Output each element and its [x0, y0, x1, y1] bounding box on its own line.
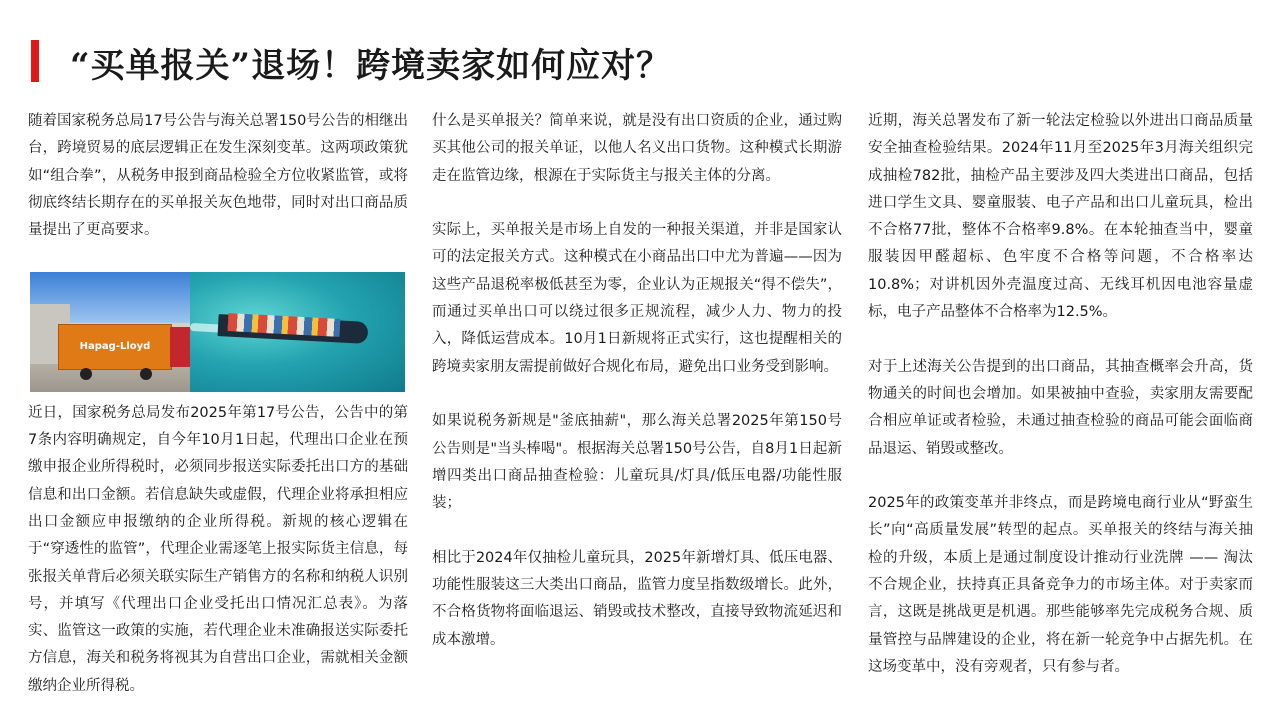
truck-cab [170, 327, 190, 367]
background-paragraph: 实际上，买单报关是市场上自发的一种报关渠道，并非是国家认可的法定报关方式。这种模式在小商品出口中尤为普遍——因为这些产品退税率极低甚至为零，企业认为正规报关“得不偿失”，而通过买单出口可以绕过很多正规流程，减少人力、物力的投入，降低运营成本。10月1日新规将正式实行，这也提醒相关的跨境卖家朋友需提前做好合规化布局，避免出口业务受到影响。 [432, 222, 842, 375]
conclusion-paragraph: 2025年的政策变革并非终点，而是跨境电商行业从“野蛮生长”向“高质量发展”转型的起点。买单报关的终结与海关抽检的升级，本质上是通过制度设计推动行业洗牌 —— 淘汰不合规企业，扶持真正具备竞争力的市场主体。对于卖家而言，这既是挑战更是机遇。那些能够率先完成税务合规、质量管控与品牌建设的企业，将在新一轮竞争中占据先机。在这场变革中，没有旁观者，只有参与者。 [868, 495, 1253, 675]
column-2 [432, 108, 842, 681]
impact-paragraph: 对于上述海关公告提到的出口商品，其抽查概率会升高，货物通关的时间也会增加。如果被抽中查验，卖家朋友需要配合相应单证或者检验，未通过抽查检验的商品可能会面临商品退运、销毁或整改。 [868, 358, 1253, 457]
container-truck-photo [30, 272, 190, 392]
tax-notice-paragraph: 近日，国家税务总局发布2025年第17号公告，公告中的第7条内容明确规定，自今年10月1日起，代理出口企业在预缴申报企业所得税时，必须同步报送实际委托出口方的基础信息和出口金额。若信息缺失或虚假，代理企业将承担相应出口金额应申报缴纳的企业所得税。新规的核心逻辑在于“穿透性的监管”，代理企业需逐笔上报实际货主信息，每张报关单背后必须关联实际生产销售方的名称和纳税人识别号，并填写《代理出口企业受托出口情况汇总表》。为落实、监管这一政策的实施，若代理企业未准确报送实际委托方信息，海关和税务将视其为自营出口企业，需就相关金额缴纳企业所得税。 [28, 404, 408, 694]
definition-paragraph: 什么是买单报关？简单来说，就是没有出口资质的企业，通过购买其他公司的报关单证，以他人名义出口货物。这种模式长期游走在监管边缘，根源在于实际货主与报关主体的分离。 [432, 113, 842, 184]
truck-wheel [80, 368, 92, 380]
shipping-container [58, 324, 172, 370]
article-title: “买单报关”退场！跨境卖家如何应对？ [70, 46, 672, 86]
container-logo-text: Hapag-Lloyd [79, 340, 151, 352]
title-accent-bar [31, 40, 39, 82]
column-3 [868, 108, 1253, 709]
customs-notice-paragraph: 如果说税务新规是"釜底抽薪"，那么海关总署2025年第150号公告则是"当头棒喝"。根据海关总署150号公告，自8月1日起新增四类出口商品抽查检验：儿童玩具/灯具/低压电器/功能性服装； [432, 413, 842, 512]
truck-wheel [140, 368, 152, 380]
column-1 [28, 108, 408, 727]
inspection-results-paragraph: 近期，海关总署发布了新一轮法定检验以外进出口商品质量安全抽查检验结果。2024年11月至2025年3月海关组织完成抽检782批，抽检产品主要涉及四大类进出口商品，包括进口学生文具、婴童服装、电子产品和出口儿童玩具，检出不合格77批，整体不合格率9.8%。在本轮抽查当中，婴童服装因甲醛超标、色牢度不合格等问题，不合格率达10.8%；对讲机因外壳温度过高、无线耳机因电池容量虚标，电子产品整体不合格率为12.5%。 [868, 113, 1253, 321]
port-photo [30, 272, 405, 392]
intro-paragraph: 随着国家税务总局17号公告与海关总署150号公告的相继出台，跨境贸易的底层逻辑正在发生深刻变革。这两项政策犹如“组合拳”，从税务申报到商品检验全方位收紧监管，或将彻底终结长期存在的买单报关灰色地带，同时对出口商品质量提出了更高要求。 [28, 113, 408, 239]
cargo-ship-photo [190, 272, 405, 392]
inspection-scope-paragraph: 相比于2024年仅抽检儿童玩具，2025年新增灯具、低压电器、功能性服装这三大类出口商品，监管力度呈指数级增长。此外，不合格货物将面临退运、销毁或技术整改，直接导致物流延迟和成本激增。 [432, 549, 842, 648]
